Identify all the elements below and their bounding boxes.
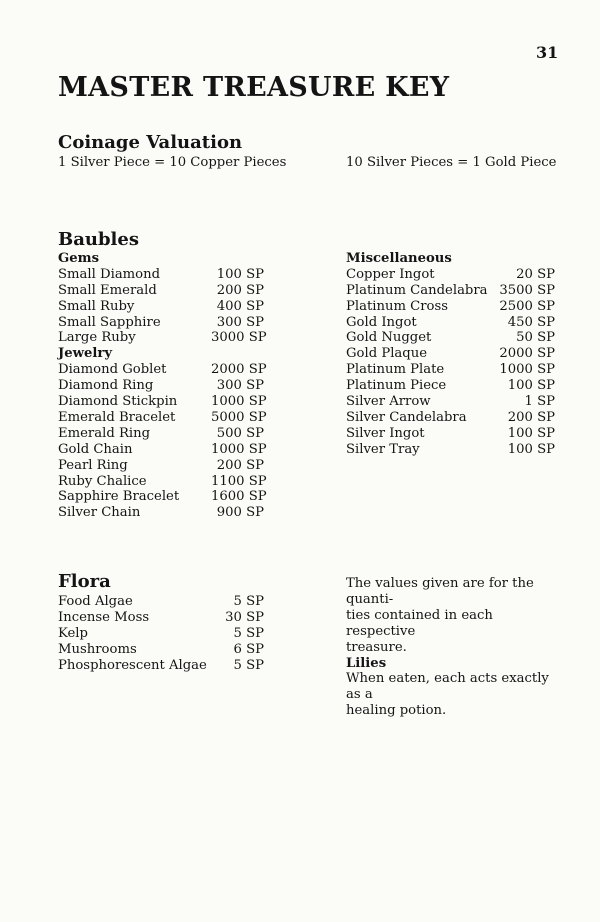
treasure-value: 1 SP bbox=[524, 394, 555, 410]
treasure-row bbox=[58, 362, 267, 378]
treasure-row bbox=[346, 283, 555, 299]
treasure-value: 30 SP bbox=[225, 609, 264, 625]
treasure-row bbox=[58, 283, 264, 299]
flora-column bbox=[58, 594, 264, 673]
treasure-row bbox=[346, 330, 555, 346]
treasure-name: Silver Arrow bbox=[346, 394, 431, 410]
treasure-row bbox=[346, 426, 555, 442]
treasure-row bbox=[346, 267, 555, 283]
gems-list bbox=[58, 266, 267, 346]
treasure-value: 1000 SP bbox=[211, 441, 267, 457]
treasure-row bbox=[346, 410, 555, 426]
treasure-value: 300 SP bbox=[216, 314, 264, 330]
treasure-row bbox=[58, 626, 264, 642]
treasure-value: 300 SP bbox=[216, 378, 264, 394]
treasure-value: 3000 SP bbox=[211, 330, 267, 346]
lilies-line-2: healing potion. bbox=[346, 703, 447, 719]
treasure-name: Platinum Piece bbox=[346, 378, 447, 394]
lilies-line-1: When eaten, each acts exactly as a bbox=[346, 671, 549, 703]
treasure-row bbox=[58, 409, 267, 426]
values-note bbox=[346, 576, 561, 719]
baubles-left-column bbox=[58, 251, 267, 521]
treasure-row bbox=[58, 267, 264, 283]
treasure-name: Gold Ingot bbox=[346, 314, 417, 330]
treasure-value: 2000 SP bbox=[499, 346, 555, 362]
miscellaneous-heading: Miscellaneous bbox=[346, 251, 452, 266]
treasure-row bbox=[58, 330, 267, 346]
jewelry-list bbox=[58, 362, 267, 521]
treasure-name: Phosphorescent Algae bbox=[58, 657, 207, 673]
treasure-row bbox=[58, 505, 264, 521]
treasure-name: Mushrooms bbox=[58, 641, 137, 657]
treasure-value: 5000 SP bbox=[211, 409, 267, 425]
treasure-row bbox=[346, 315, 555, 331]
treasure-name: Small Ruby bbox=[58, 298, 135, 314]
treasure-row bbox=[58, 473, 267, 490]
flora-heading: Flora bbox=[58, 571, 111, 592]
gems-heading: Gems bbox=[58, 251, 100, 266]
treasure-name: Silver Ingot bbox=[346, 425, 425, 441]
treasure-row bbox=[58, 315, 264, 331]
treasure-value: 100 SP bbox=[216, 266, 264, 282]
treasure-name: Emerald Ring bbox=[58, 425, 151, 441]
treasure-row bbox=[346, 346, 555, 362]
treasure-value: 450 SP bbox=[507, 314, 555, 330]
treasure-value: 200 SP bbox=[216, 282, 264, 298]
miscellaneous-list bbox=[346, 267, 555, 458]
coinage-heading: Coinage Valuation bbox=[58, 132, 243, 153]
treasure-name: Gold Plaque bbox=[346, 346, 428, 362]
treasure-row bbox=[58, 610, 264, 626]
treasure-name: Incense Moss bbox=[58, 609, 150, 625]
treasure-name: Diamond Goblet bbox=[58, 362, 167, 378]
treasure-name: Small Emerald bbox=[58, 282, 157, 298]
treasure-row bbox=[58, 299, 264, 315]
treasure-value: 100 SP bbox=[507, 378, 555, 394]
treasure-name: Food Algae bbox=[58, 594, 133, 609]
treasure-row bbox=[58, 426, 264, 442]
treasure-name: Large Ruby bbox=[58, 330, 136, 346]
treasure-name: Small Sapphire bbox=[58, 314, 161, 330]
treasure-value: 1600 SP bbox=[211, 489, 267, 505]
treasure-value: 1000 SP bbox=[499, 362, 555, 378]
treasure-name: Platinum Candelabra bbox=[346, 282, 488, 298]
coinage-gold-rate: 10 Silver Pieces = 1 Gold Piece bbox=[346, 155, 557, 170]
treasure-value: 50 SP bbox=[516, 330, 555, 346]
treasure-name: Gold Chain bbox=[58, 441, 133, 457]
treasure-value: 200 SP bbox=[507, 409, 555, 425]
lilies-heading: Lilies bbox=[346, 655, 387, 671]
treasure-row bbox=[58, 594, 264, 610]
treasure-value: 2000 SP bbox=[211, 362, 267, 378]
treasure-name: Pearl Ring bbox=[58, 457, 128, 473]
page-number: 31 bbox=[536, 43, 559, 62]
treasure-row bbox=[346, 362, 555, 378]
coinage-copper-rate: 1 Silver Piece = 10 Copper Pieces bbox=[58, 155, 287, 170]
treasure-value: 1100 SP bbox=[211, 473, 267, 489]
treasure-value: 5 SP bbox=[233, 625, 264, 641]
treasure-value: 400 SP bbox=[216, 298, 264, 314]
treasure-name: Silver Chain bbox=[58, 505, 141, 521]
treasure-name: Gold Nugget bbox=[346, 330, 432, 346]
treasure-name: Kelp bbox=[58, 625, 88, 641]
note-line-1: The values given are for the quanti- bbox=[346, 576, 534, 607]
treasure-row bbox=[58, 441, 267, 458]
treasure-row bbox=[346, 442, 555, 458]
treasure-row bbox=[58, 378, 264, 394]
treasure-row bbox=[58, 489, 267, 505]
treasure-value: 100 SP bbox=[507, 441, 555, 457]
treasure-name: Ruby Chalice bbox=[58, 473, 147, 489]
treasure-row bbox=[58, 458, 264, 474]
baubles-heading: Baubles bbox=[58, 229, 139, 250]
treasure-value: 2500 SP bbox=[499, 298, 555, 314]
treasure-name: Platinum Cross bbox=[346, 298, 449, 314]
treasure-value: 5 SP bbox=[233, 657, 264, 673]
flora-list bbox=[58, 594, 264, 673]
treasure-value: 900 SP bbox=[216, 505, 264, 521]
treasure-name: Sapphire Bracelet bbox=[58, 489, 180, 505]
treasure-row bbox=[58, 394, 267, 410]
treasure-name: Platinum Plate bbox=[346, 362, 445, 378]
note-line-3: treasure. bbox=[346, 639, 407, 655]
treasure-value: 500 SP bbox=[216, 425, 264, 441]
treasure-name: Diamond Stickpin bbox=[58, 394, 178, 410]
treasure-row bbox=[346, 299, 555, 315]
treasure-name: Silver Tray bbox=[346, 441, 420, 457]
treasure-name: Small Diamond bbox=[58, 266, 161, 282]
page-title: MASTER TREASURE KEY bbox=[58, 72, 450, 103]
treasure-name: Silver Candelabra bbox=[346, 409, 467, 425]
treasure-value: 20 SP bbox=[516, 266, 555, 282]
treasure-row bbox=[58, 642, 264, 658]
jewelry-heading: Jewelry bbox=[58, 346, 112, 362]
miscellaneous-column bbox=[346, 251, 555, 458]
treasure-value: 1000 SP bbox=[211, 394, 267, 410]
treasure-name: Copper Ingot bbox=[346, 266, 435, 282]
treasure-name: Emerald Bracelet bbox=[58, 409, 176, 425]
treasure-value: 200 SP bbox=[216, 457, 264, 473]
treasure-value: 5 SP bbox=[233, 594, 264, 609]
treasure-row bbox=[346, 394, 555, 410]
treasure-value: 100 SP bbox=[507, 425, 555, 441]
treasure-row bbox=[346, 378, 555, 394]
note-line-2: ties contained in each respective bbox=[346, 607, 493, 639]
treasure-name: Diamond Ring bbox=[58, 378, 154, 394]
treasure-row bbox=[58, 658, 264, 674]
treasure-value: 3500 SP bbox=[499, 282, 555, 298]
treasure-value: 6 SP bbox=[233, 641, 264, 657]
